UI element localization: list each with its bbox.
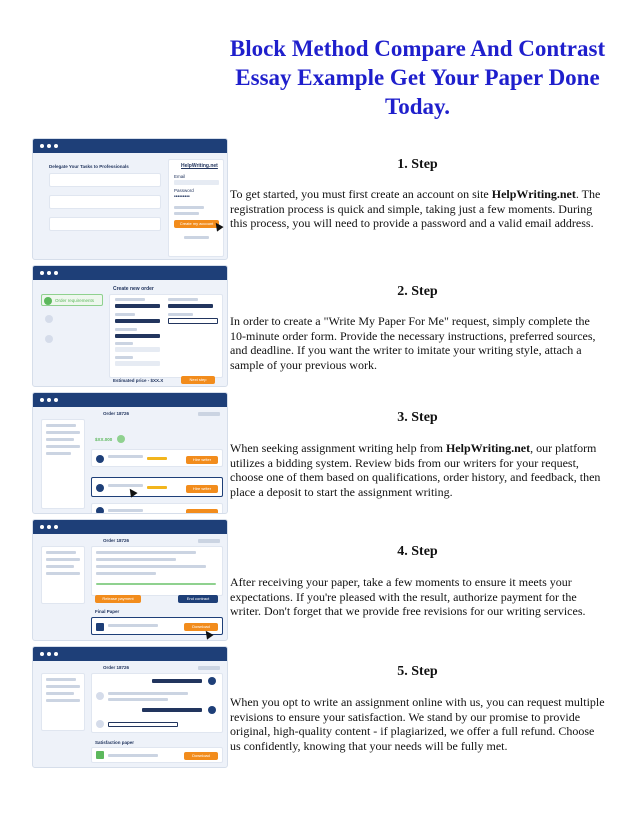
thumb-heading: Create new order xyxy=(113,286,154,292)
step-5-screenshot: Order 18726 Satisfaction paper Download xyxy=(32,646,228,768)
bid-amount: $XX.000 xyxy=(95,437,113,442)
brand-name: HelpWriting.net xyxy=(181,163,218,169)
step-3-text: When seeking assignment writing help from HelpWriting.net, our platform utilizes a bidding system. Review bids from our writers for your request, choose one of them based on qualifications, order history, and feedback, then place a deposit to start the assignment writing. xyxy=(230,441,601,499)
download-button[interactable]: Download xyxy=(184,752,218,760)
step-4-heading: 4. Step xyxy=(397,544,438,559)
final-paper-file xyxy=(91,617,223,635)
step-2-heading: 2. Step xyxy=(397,284,438,299)
step-3-screenshot: Order 18726 $XX.000 Hire writer Hire writer xyxy=(32,392,228,514)
step-3-heading: 3. Step xyxy=(397,410,438,425)
order-form xyxy=(109,294,223,378)
rating-stars xyxy=(147,457,167,460)
next-step-button[interactable]: Next step xyxy=(181,376,215,384)
rating-stars xyxy=(147,486,167,489)
step-2-text: In order to create a "Write My Paper For Me" request, simply complete the 10-minute order form. Provide the necessary instructions, preferred sources, and deadline. If you want the writer to imitate your writing style, attach a sample of your previous work. xyxy=(230,314,596,372)
release-payment-button[interactable]: Release payment xyxy=(95,595,141,603)
hire-writer-button[interactable]: Hire writer xyxy=(186,485,218,493)
step-1-text: To get started, you must first create an account on site HelpWriting.net. The registration process is quick and simple, taking just a few moments. During this process, you will need to provide a password and a valid email address. xyxy=(230,187,601,230)
page-title: Block Method Compare And Contrast Essay Example Get Your Paper Done Today. xyxy=(229,36,606,119)
thumb-heading: Delegate Your Tasks to Professionals xyxy=(49,164,129,169)
writer-avatar xyxy=(96,484,104,492)
email-field[interactable] xyxy=(174,180,219,185)
end-contract-button[interactable]: End contract xyxy=(178,595,218,603)
window-bar xyxy=(33,139,227,153)
satisfaction-paper-file xyxy=(91,747,223,763)
create-account-button[interactable]: Create my account xyxy=(174,220,219,228)
step-1-heading: 1. Step xyxy=(397,157,438,172)
file-icon xyxy=(96,751,104,759)
signup-form: HelpWriting.net Email Password ••••••••• Create my account xyxy=(168,159,224,257)
cursor-icon xyxy=(126,486,137,497)
step-5-heading: 5. Step xyxy=(397,664,438,679)
chat-panel xyxy=(91,673,223,733)
step-4-text: After receiving your paper, take a few moments to ensure it meets your expectations. If you're pleased with the result, authorize payment for the writer. Don't forget that we provide free revisions for our writing services. xyxy=(230,575,586,618)
password-field[interactable]: ••••••••• xyxy=(174,194,190,200)
estimated-price: Estimated price - $XX.X xyxy=(113,378,164,383)
step-5-text: When you opt to write an assignment online with us, you can request multiple revisions to ensure your satisfaction. We stand by our promise to provide original, high-quality content - if plagiarized, we offer a full refund. Choose us confidently, knowing that your needs will be fully met. xyxy=(230,695,605,753)
step-2-screenshot: Create new order Order requirements Estimated price - $XX.X Next step xyxy=(32,265,228,387)
file-icon xyxy=(96,623,104,631)
download-button[interactable]: Download xyxy=(184,623,218,631)
step-1-screenshot xyxy=(32,138,228,260)
step-4-screenshot: Order 18726 Release payment End contract Final Paper Download xyxy=(32,519,228,641)
hire-writer-button[interactable]: Hire writer xyxy=(186,456,218,464)
writer-avatar xyxy=(96,455,104,463)
